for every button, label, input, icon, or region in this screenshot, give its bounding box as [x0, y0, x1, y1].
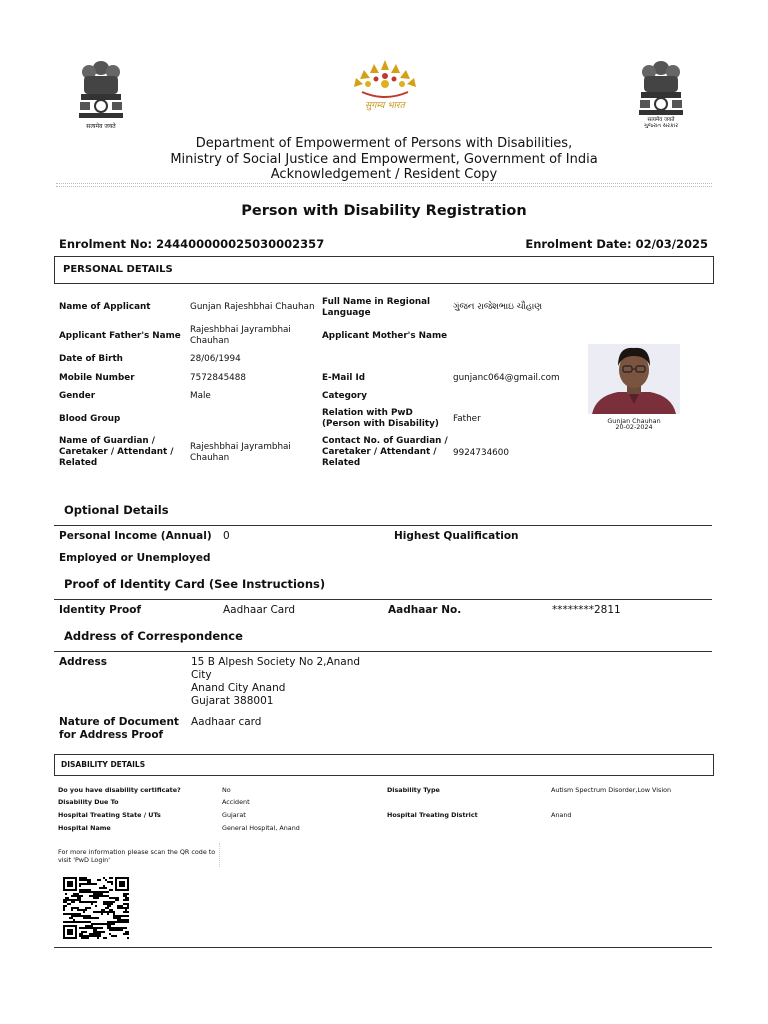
- address-rule: [54, 651, 712, 652]
- guardian-contact-value: 9924734600: [453, 448, 509, 458]
- category-label: Category: [322, 391, 367, 401]
- father-name-label: Applicant Father's Name: [59, 331, 181, 341]
- disability-due-label: Disability Due To: [58, 798, 119, 806]
- disability-type-label: Disability Type: [387, 786, 440, 794]
- qr-code-icon: [63, 877, 129, 939]
- qr-note-divider: [219, 843, 220, 867]
- address-line-1: 15 B Alpesh Society No 2,Anand: [191, 656, 361, 668]
- personal-details-heading: PERSONAL DETAILS: [63, 264, 173, 275]
- qr-note: For more information please scan the QR code to visit 'PwD Login': [58, 848, 216, 864]
- optional-details-rule: [54, 525, 712, 526]
- blood-group-label: Blood Group: [59, 414, 121, 424]
- header-department: Department of Empowerment of Persons with Disabilities,: [195, 136, 573, 151]
- address-heading: Address of Correspondence: [64, 629, 243, 643]
- name-label: Name of Applicant: [59, 302, 151, 312]
- guardian-value: Rajeshbhai Jayrambhai Chauhan: [190, 442, 291, 463]
- disability-details-heading: DISABILITY DETAILS: [61, 760, 146, 769]
- page-title: Person with Disability Registration: [241, 203, 527, 219]
- person-photo-icon: [588, 344, 680, 414]
- relation-label: Relation with PwD (Person with Disability): [322, 408, 439, 429]
- sugamya-bharat-logo-icon: [348, 58, 422, 102]
- relation-value: Father: [453, 414, 481, 424]
- personal-details-header: [54, 256, 714, 284]
- center-logo-text: सुगम्य भारत: [365, 101, 405, 111]
- address-line-3: Anand City Anand: [191, 682, 286, 694]
- email-value: gunjanc064@gmail.com: [453, 373, 560, 383]
- dob-label: Date of Birth: [59, 354, 123, 364]
- mobile-value: 7572845488: [190, 373, 246, 383]
- name-value: Gunjan Rajeshbhai Chauhan: [190, 302, 315, 312]
- income-value: 0: [223, 530, 230, 542]
- national-emblem-icon: [636, 58, 686, 118]
- identity-heading: Proof of Identity Card (See Instructions): [64, 577, 326, 591]
- header-divider: [56, 183, 712, 184]
- qualification-label: Highest Qualification: [394, 530, 519, 542]
- regional-name-value: ગુંજન રાજેશભાઇ ચૌહાણ: [453, 302, 542, 312]
- hospital-name-value: General Hospital, Anand: [222, 824, 300, 832]
- address-proof-label: Nature of Document for Address Proof: [59, 716, 179, 741]
- certificate-value: No: [222, 786, 231, 794]
- header-ministry: Ministry of Social Justice and Empowerment, Government of India: [170, 151, 598, 167]
- applicant-photo: [588, 344, 680, 414]
- left-emblem-motto: सत्यमेव जयते: [86, 123, 116, 130]
- optional-details-heading: Optional Details: [64, 503, 169, 517]
- identity-rule: [54, 599, 712, 600]
- right-emblem: [636, 58, 686, 136]
- mobile-label: Mobile Number: [59, 373, 135, 383]
- address-line-4: Gujarat 388001: [191, 695, 274, 707]
- certificate-label: Do you have disability certificate?: [58, 786, 181, 794]
- hospital-state-value: Gujarat: [222, 811, 246, 819]
- disability-due-value: Accident: [222, 798, 250, 806]
- identity-proof-label: Identity Proof: [59, 604, 142, 616]
- header-divider-2: [56, 186, 712, 187]
- hospital-state-label: Hospital Treating State / UTs: [58, 811, 161, 819]
- hospital-district-value: Anand: [551, 811, 572, 819]
- email-label: E-Mail Id: [322, 373, 366, 383]
- hospital-name-label: Hospital Name: [58, 824, 111, 832]
- enrolment-date: Enrolment Date: 02/03/2025: [525, 237, 708, 251]
- mother-name-label: Applicant Mother's Name: [322, 331, 448, 341]
- employment-label: Employed or Unemployed: [59, 552, 211, 564]
- gender-label: Gender: [59, 391, 96, 401]
- income-label: Personal Income (Annual): [59, 530, 212, 542]
- photo-caption-date: 20-02-2024: [615, 423, 653, 431]
- enrolment-number: Enrolment No: 244400000025030002357: [59, 237, 325, 251]
- father-name-value: Rajeshbhai Jayrambhai Chauhan: [190, 325, 291, 346]
- address-label: Address: [59, 656, 107, 668]
- footer-rule: [54, 947, 712, 948]
- aadhaar-value: ********2811: [552, 604, 621, 616]
- gender-value: Male: [190, 391, 211, 401]
- hospital-district-label: Hospital Treating District: [387, 811, 478, 819]
- address-proof-value: Aadhaar card: [191, 716, 262, 728]
- aadhaar-label: Aadhaar No.: [388, 604, 462, 616]
- center-logo: [348, 58, 422, 118]
- guardian-contact-label: Contact No. of Guardian / Caretaker / Attendant / Related: [322, 436, 448, 468]
- right-emblem-motto: सत्यमेव जयते: [647, 117, 675, 123]
- regional-name-label: Full Name in Regional Language: [322, 297, 431, 318]
- identity-proof-value: Aadhaar Card: [223, 604, 296, 616]
- national-emblem-icon: [76, 58, 126, 122]
- right-emblem-caption: ગુજરાત સરકાર: [643, 123, 679, 129]
- disability-type-value: Autism Spectrum Disorder,Low Vision: [551, 786, 672, 794]
- guardian-label: Name of Guardian / Caretaker / Attendant / Related: [59, 436, 174, 468]
- dob-value: 28/06/1994: [190, 354, 241, 364]
- header-copy-type: Acknowledgement / Resident Copy: [270, 167, 498, 182]
- left-emblem: [76, 58, 126, 136]
- photo-caption-name: Gunjan Chauhan: [607, 417, 661, 425]
- address-line-2: City: [191, 669, 212, 681]
- qr-code[interactable]: [63, 877, 129, 939]
- disability-details-header: [54, 754, 714, 776]
